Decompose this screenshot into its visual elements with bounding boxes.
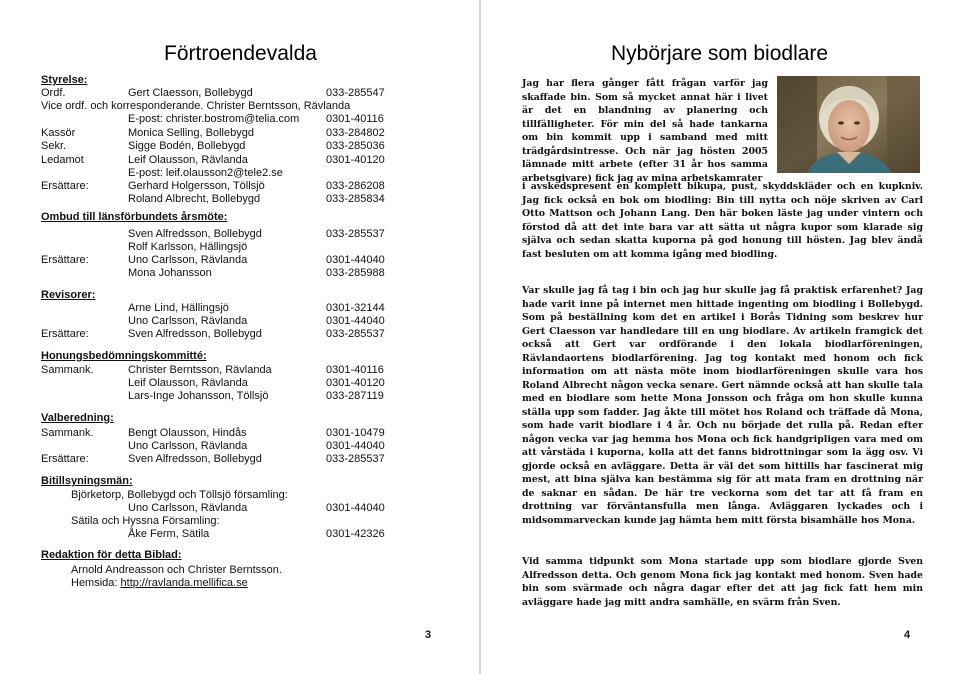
section-heading: Bitillsyningsmän: bbox=[41, 475, 133, 487]
homepage-label: Hemsida: bbox=[71, 577, 121, 589]
person-name: Leif Olausson, Rävlanda bbox=[128, 377, 248, 389]
section-heading: Ombud till länsförbundets årsmöte: bbox=[41, 211, 228, 223]
section-heading: Valberedning: bbox=[41, 412, 114, 424]
official-row bbox=[41, 390, 441, 403]
article-title: Nybörjare som biodlare bbox=[611, 42, 829, 65]
person-name: Arne Lind, Hällingsjö bbox=[128, 302, 229, 314]
role-label: Sammank. bbox=[41, 364, 94, 376]
person-name: Mona Johansson bbox=[128, 267, 212, 279]
role-label: Kassör bbox=[41, 127, 76, 139]
homepage-link[interactable]: http://ravlanda.mellifica.se bbox=[120, 577, 248, 589]
official-row bbox=[41, 267, 441, 280]
person-name: E-post: leif.olausson2@tele2.se bbox=[128, 167, 283, 179]
phone-number: 033-285537 bbox=[326, 328, 385, 340]
official-row bbox=[41, 315, 441, 328]
page-title: Förtroendevalda bbox=[164, 42, 317, 65]
official-row bbox=[41, 241, 441, 254]
phone-number: 0301-32144 bbox=[326, 302, 385, 314]
person-name: Gert Claesson, Bollebygd bbox=[128, 87, 253, 99]
role-label: Sekr. bbox=[41, 140, 67, 152]
official-row bbox=[41, 377, 441, 390]
phone-number: 033-285547 bbox=[326, 87, 385, 99]
role-label: Ersättare: bbox=[41, 180, 89, 192]
official-row bbox=[41, 427, 441, 440]
person-name: Uno Carlsson, Rävlanda bbox=[128, 502, 248, 514]
phone-number: 0301-44040 bbox=[326, 440, 385, 452]
official-row bbox=[41, 328, 441, 341]
official-row bbox=[41, 302, 441, 315]
person-name: Björketorp, Bollebygd och Töllsjö församling: bbox=[71, 489, 288, 501]
phone-number: 0301-10479 bbox=[326, 427, 385, 439]
person-name: Uno Carlsson, Rävlanda bbox=[128, 254, 248, 266]
page-number: 3 bbox=[425, 629, 432, 641]
phone-number: 033-287119 bbox=[326, 390, 384, 402]
phone-number: 033-285834 bbox=[326, 193, 385, 205]
person-name: Bengt Olausson, Hindås bbox=[128, 427, 247, 439]
phone-number: 033-284802 bbox=[326, 127, 385, 139]
paragraph-closing: Vid samma tidpunkt som Mona startade upp som biodlare gjorde Sven Alfredsson detta. Och genom Mona fick jag kontakt med honom. Sven hade bin som svärmade och några dagar efter det att jag fick fatt hem min avläggare hade jag mitt andra samhälle, en svärm från Sven. bbox=[522, 556, 923, 608]
phone-number: 033-285988 bbox=[326, 267, 385, 279]
section-heading: Revisorer: bbox=[41, 289, 96, 301]
person-name: Sigge Bodén, Bollebygd bbox=[128, 140, 246, 152]
official-row bbox=[41, 515, 441, 528]
official-row bbox=[41, 100, 441, 113]
person-name: Sven Alfredsson, Bollebygd bbox=[128, 228, 262, 240]
paragraph-intro-cont: i avskedspresent en komplett bikupa, pust, skyddskläder och en kupkniv. Jag fick också en bok om biodling: Bin till nytta och nöje skriven av Carl Otto Mattson och Johann Lang. Den här boken läste jag under vintern och förstod då att det inte bara var att sätta ut några kupor som klarade sig själva och sedan skatta kuporna på god honung till hösten. Jag blev ändå fast besluten om att komma igång med biodling. bbox=[522, 181, 923, 260]
portrait-photo bbox=[777, 76, 920, 173]
official-row bbox=[41, 113, 441, 126]
person-name: Rolf Karlsson, Hällingsjö bbox=[128, 241, 248, 253]
official-row bbox=[41, 193, 441, 206]
official-row bbox=[41, 577, 441, 590]
official-row bbox=[41, 167, 441, 180]
official-row bbox=[41, 127, 441, 140]
section-heading: Honungsbedömningskommitté: bbox=[41, 350, 207, 362]
person-name: Leif Olausson, Rävlanda bbox=[128, 154, 248, 166]
paragraph-experience: Var skulle jag få tag i bin och jag hur skulle jag få praktisk erfarenhet? Jag hade varit inne på internet men hittade ingenting om biodling i Bollebygd. Som på beställning kom det en artikel i Borås Tidning som beskrev hur Gert Claesson var handledare till en ung biodlare. Av artikeln framgick det också att Gert var ordförande i den lokala biodlarföreningen, Rävlandaortens biodlarförening. Jag tog kontakt med honom och fick information om att nästa möte inom biodlarföreningen skulle vara hos Roland Albrecht någon veckа senare. Gert nämnde också att han skulle tala med en biodlare som hette Mona Jonsson och fråga om hon skulle kunna ställa upp som fadder. Jag åkte till mötet hos Roland och träffade då Mona, som hade varit biodlare i 4 år. Och nu började det rulla på. Redan efter någon vecka var jag hemma hos Mona och fick handgripligen vara med om att vårstäda i kuporna, kolla att det fanns bidrottningar som la ägg osv. Vi gjorde också en avläggare. Detta är väl det som hittills har fascinerat mig mest, att bina själva kan bestämma sig för att mata fram en drottning när de saknar en sådan. De här tre veckorna som det tar att få fram en drottning var förväntansfulla men långa. Avläggaren lyckades och i midsommarveckan kunde jag hämta hem mitt första bisamhälle hos Mona. bbox=[522, 285, 923, 526]
official-row bbox=[41, 502, 441, 515]
left-page bbox=[0, 0, 479, 674]
role-label: Ersättare: bbox=[41, 453, 89, 465]
person-name: E-post: christer.bostrom@telia.com bbox=[128, 113, 300, 125]
role-label: Vice ordf. och korresponderande. Christer Berntsson, Rävlanda bbox=[41, 100, 351, 112]
phone-number: 0301-44040 bbox=[326, 502, 385, 514]
official-row bbox=[41, 528, 441, 541]
person-name: Gerhard Holgersson, Töllsjö bbox=[128, 180, 265, 192]
role-label: Ersättare: bbox=[41, 328, 89, 340]
phone-number: 033-285537 bbox=[326, 453, 385, 465]
official-row bbox=[41, 564, 441, 577]
phone-number: 033-285036 bbox=[326, 140, 385, 152]
official-row bbox=[41, 440, 441, 453]
role-label: Ledamot bbox=[41, 154, 84, 166]
phone-number: 033-285537 bbox=[326, 228, 385, 240]
phone-number: 0301-40116 bbox=[326, 113, 384, 125]
official-row bbox=[41, 154, 441, 167]
person-name: Lars-Inge Johansson, Töllsjö bbox=[128, 390, 269, 402]
role-label: Ersättare: bbox=[41, 254, 89, 266]
phone-number: 0301-40116 bbox=[326, 364, 384, 376]
role-label: Sammank. bbox=[41, 427, 94, 439]
person-name: Åke Ferm, Sätila bbox=[128, 528, 210, 540]
phone-number: 0301-44040 bbox=[326, 254, 385, 266]
official-row bbox=[41, 453, 441, 466]
paragraph-intro: Jag har flera gånger fått frågan varför jag skaffade bin. Som så mycket annat här i livet är det en blandning av planering och tillfälligheter. För min del så hade tankarna om bin kommit upp i samband med mitt trädgårdsintresse. Och när jag hösten 2005 lämnade mitt arbete (efter 31 år hos samma arbetsgivare) fick jag av mina arbetskamrater bbox=[522, 78, 768, 184]
person-name: Sätila och Hyssna Församling: bbox=[71, 515, 220, 527]
official-row bbox=[41, 180, 441, 193]
section-heading: Styrelse: bbox=[41, 74, 88, 86]
official-row bbox=[41, 87, 441, 100]
person-name: Roland Albrecht, Bollebygd bbox=[128, 193, 261, 205]
phone-number: 033-286208 bbox=[326, 180, 385, 192]
official-row bbox=[41, 364, 441, 377]
person-name: Christer Berntsson, Rävlanda bbox=[128, 364, 272, 376]
phone-number: 0301-40120 bbox=[326, 377, 385, 389]
official-row bbox=[41, 140, 441, 153]
phone-number: 0301-44040 bbox=[326, 315, 385, 327]
person-name: Sven Alfredsson, Bollebygd bbox=[128, 328, 262, 340]
person-name: Monica Selling, Bollebygd bbox=[128, 127, 254, 139]
page-number: 4 bbox=[904, 629, 911, 641]
official-row bbox=[41, 228, 441, 241]
person-name: Sven Alfredsson, Bollebygd bbox=[128, 453, 262, 465]
person-name: Arnold Andreasson och Christer Berntsson. bbox=[71, 564, 282, 576]
section-heading: Redaktion för detta Biblad: bbox=[41, 549, 182, 561]
official-row bbox=[41, 254, 441, 267]
phone-number: 0301-42326 bbox=[326, 528, 385, 540]
role-label: Ordf. bbox=[41, 87, 66, 99]
person-name: Uno Carlsson, Rävlanda bbox=[128, 440, 248, 452]
person-name: Uno Carlsson, Rävlanda bbox=[128, 315, 248, 327]
official-row bbox=[41, 489, 441, 502]
right-page bbox=[481, 0, 960, 674]
phone-number: 0301-40120 bbox=[326, 154, 385, 166]
